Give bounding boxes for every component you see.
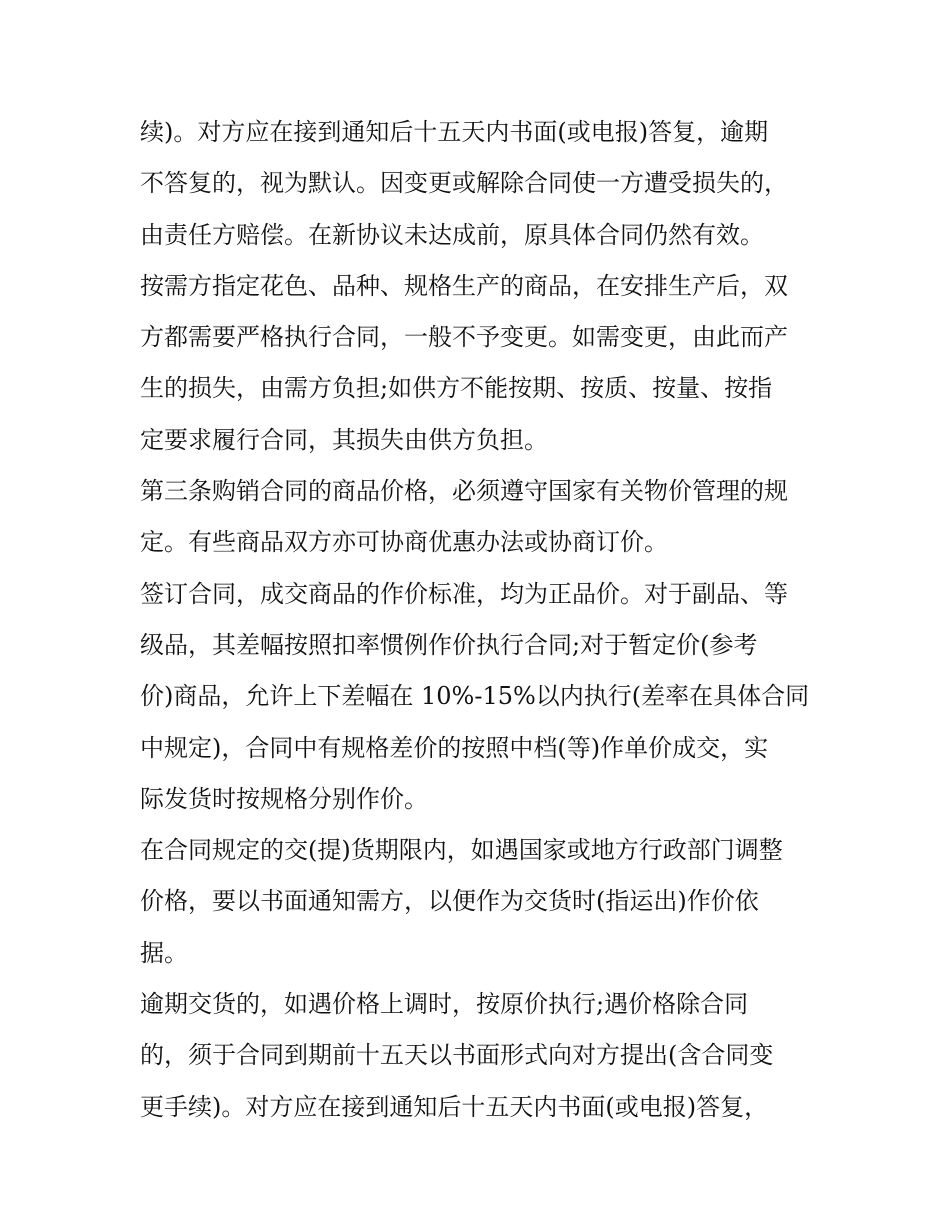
- text-line: 级品，其差幅按照扣率惯例作价执行合同;对于暂定价(参考: [140, 630, 758, 659]
- text-line: 际发货时按规格分别作价。: [140, 784, 428, 813]
- text-line: 生的损失，由需方负担;如供方不能按期、按质、按量、按指: [140, 374, 773, 403]
- text-line: 逾期交货的，如遇价格上调时，按原价执行;遇价格除合同: [140, 990, 749, 1019]
- text-line: 价)商品，允许上下差幅在 10%-15%以内执行(差率在具体合同: [140, 682, 810, 711]
- text-line: 在合同规定的交(提)货期限内，如遇国家或地方行政部门调整: [140, 836, 783, 865]
- text-line: 方都需要严格执行合同，一般不予变更。如需变更，由此而产: [140, 323, 788, 352]
- text-line: 价格，要以书面通知需方，以便作为交货时(指运出)作价依: [140, 887, 759, 916]
- text-line: 更手续)。对方应在接到通知后十五天内书面(或电报)答复，: [140, 1092, 769, 1121]
- text-line: 续)。对方应在接到通知后十五天内书面(或电报)答复，逾期: [140, 118, 769, 146]
- text-line: 据。: [140, 938, 188, 967]
- text-line: 定要求履行合同，其损失由供方负担。: [140, 425, 548, 454]
- text-line: 按需方指定花色、品种、规格生产的商品，在安排生产后，双: [140, 271, 788, 300]
- text-line: 中规定)，合同中有规格差价的按照中档(等)作单价成交，实: [140, 733, 769, 762]
- contract-text-body: [140, 107, 820, 1133]
- text-line: 第三条购销合同的商品价格，必须遵守国家有关物价管理的规: [140, 477, 788, 506]
- text-line: 不答复的，视为默认。因变更或解除合同使一方遭受损失的，: [140, 169, 788, 198]
- text-line: 定。有些商品双方亦可协商优惠办法或协商订价。: [140, 528, 668, 557]
- text-line: 由责任方赔偿。在新协议未达成前，原具体合同仍然有效。: [140, 220, 764, 249]
- text-line: 签订合同，成交商品的作价标准，均为正品价。对于副品、等: [140, 579, 788, 608]
- text-line: 的，须于合同到期前十五天以书面形式向对方提出(含合同变: [140, 1041, 774, 1070]
